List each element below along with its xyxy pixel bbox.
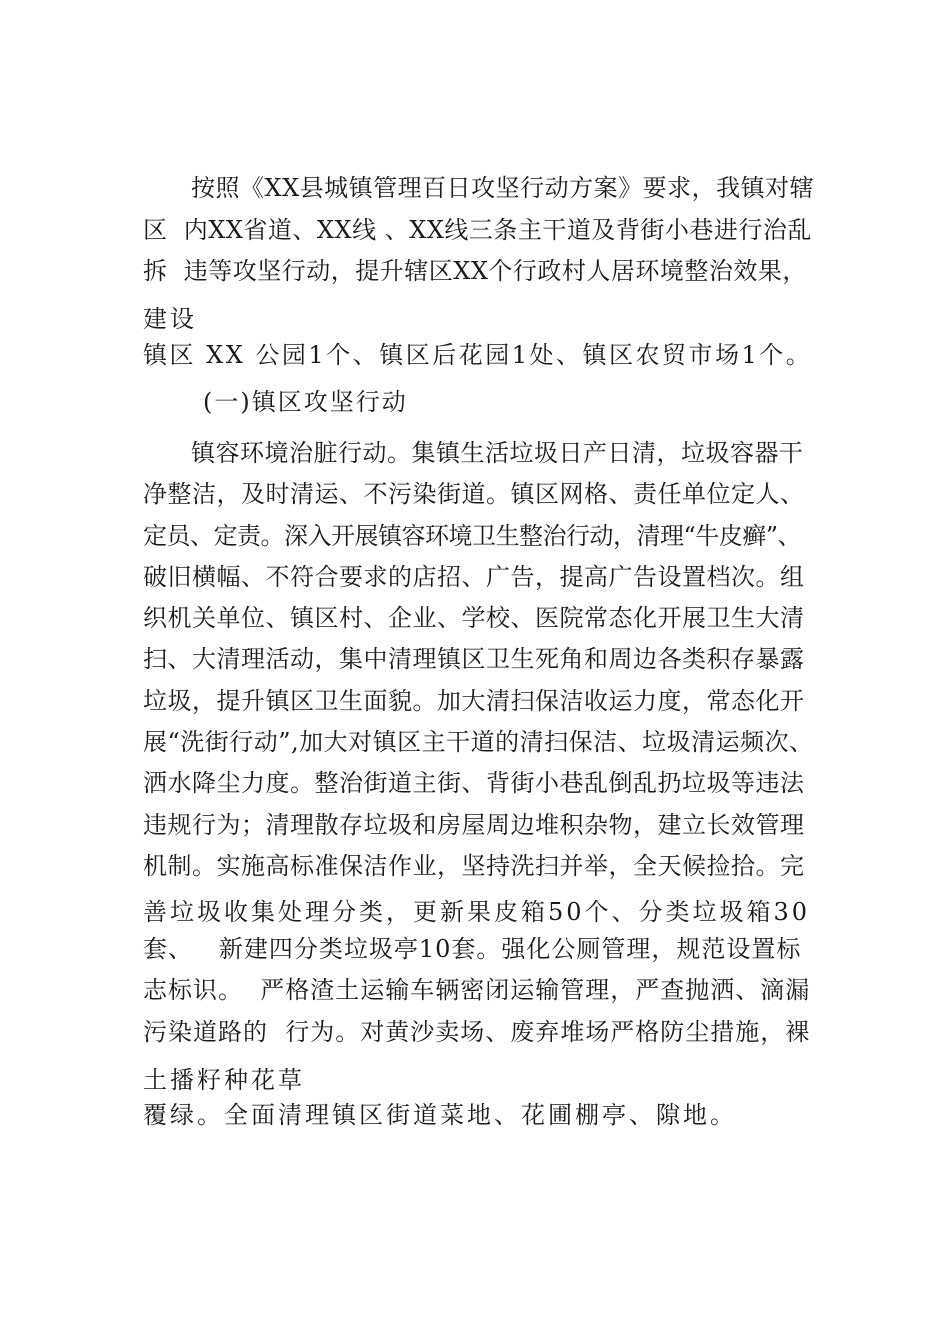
paragraph-line: 机制。实施高标准保洁作业，坚持洗扫并举，全天候捡拾。完 (143, 852, 805, 880)
paragraph-line: 镇区 XX 公园1个、镇区后花园1处、镇区农贸市场1个。 (143, 341, 813, 369)
paragraph-line: 善垃圾收集处理分类，更新果皮箱50个、分类垃圾箱30 (143, 898, 811, 926)
paragraph-line: 土播籽种花草 (143, 1066, 305, 1094)
paragraph-line: 覆绿。全面清理镇区街道菜地、花圃棚亭、隙地。 (143, 1101, 737, 1129)
paragraph-line: 拆 违等攻坚行动，提升辖区XX个行政村人居环境整治效果， (143, 257, 807, 285)
paragraph-line: 违规行为；清理散存垃圾和房屋周边堆积杂物，建立长效管理 (143, 811, 805, 839)
paragraph-line: 展“洗街行动”,加大对镇区主干道的清扫保洁、垃圾清运频次、 (143, 728, 814, 756)
paragraph-line: 织机关单位、镇区村、企业、学校、医院常态化开展卫生大清 (143, 604, 805, 632)
paragraph-line: 净整洁，及时清运、不污染街道。镇区网格、责任单位定人、 (143, 480, 805, 508)
paragraph-line: 破旧横幅、不符合要求的店招、广告，提高广告设置档次。组 (143, 563, 805, 591)
paragraph-line: 定员、定责。深入开展镇容环境卫生整治行动，清理“牛皮癣”、 (143, 522, 802, 550)
paragraph-line: 套、 新建四分类垃圾亭10套。强化公厕管理，规范设置标 (143, 935, 802, 963)
paragraph-line: 污染道路的 行为。对黄沙卖场、废弃堆场严格防尘措施，裸 (143, 1018, 811, 1046)
paragraph-line: 区 内XX省道、XX线 、XX线三条主干道及背街小巷进行治乱 (143, 216, 812, 244)
paragraph-line: 垃圾，提升镇区卫生面貌。加大清扫保洁收运力度，常态化开 (143, 687, 805, 715)
paragraph-line: 洒水降尘力度。整治街道主街、背街小巷乱倒乱扔垃圾等违法 (143, 769, 805, 797)
paragraph-line: 建设 (143, 305, 197, 333)
section-heading: (一)镇区攻坚行动 (203, 388, 408, 416)
paragraph-line: 志标识。 严格渣土运输车辆密闭运输管理，严查抛洒、滴漏 (143, 976, 811, 1004)
paragraph-line: 镇容环境治脏行动。集镇生活垃圾日产日清，垃圾容器干 (191, 439, 804, 467)
paragraph-line: 扫、大清理活动，集中清理镇区卫生死角和周边各类积存暴露 (143, 645, 805, 673)
paragraph-line: 按照《XX县城镇管理百日攻坚行动方案》要求，我镇对辖 (191, 174, 815, 202)
